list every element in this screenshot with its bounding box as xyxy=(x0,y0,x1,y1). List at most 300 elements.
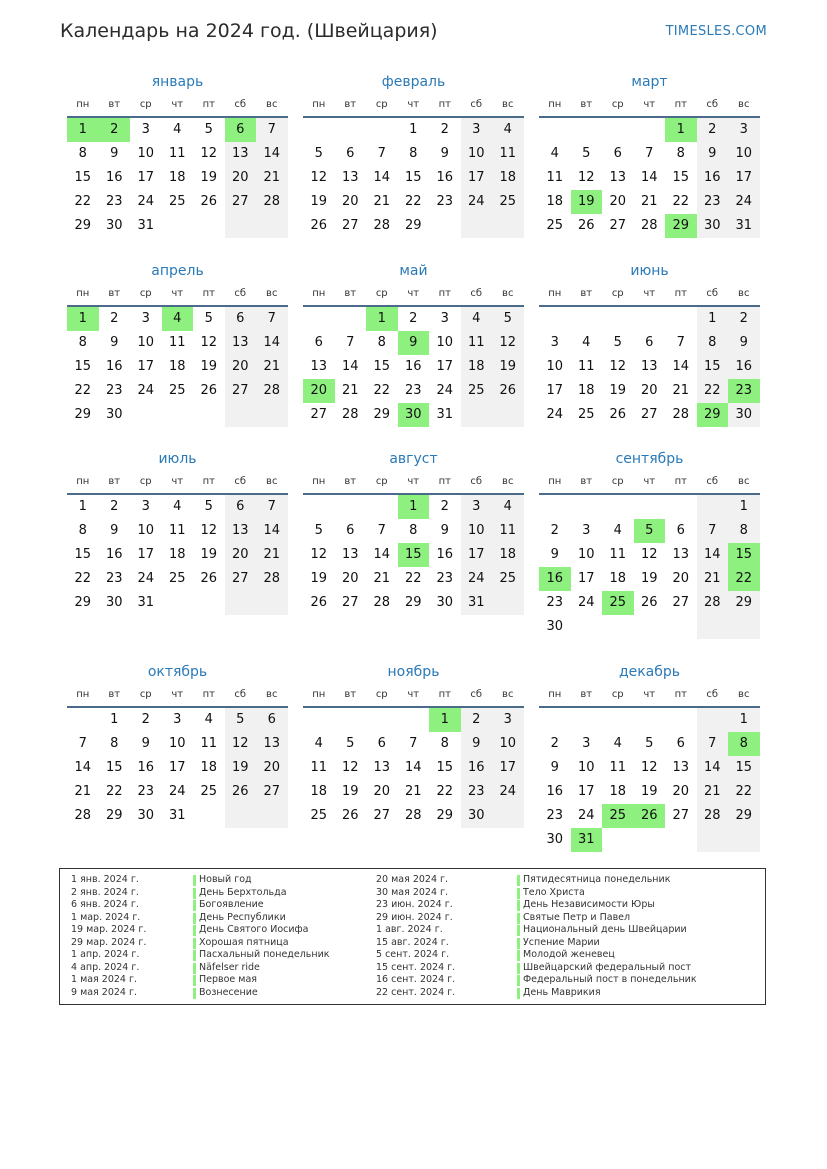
day-cell: 7 xyxy=(697,519,729,543)
day-cell: 2 xyxy=(110,311,119,326)
weekday-label: ср xyxy=(611,288,624,299)
day-cell: 23 xyxy=(546,808,564,823)
day-cell: 25 xyxy=(200,784,218,799)
day-cell: 30 xyxy=(546,619,564,634)
day-cell: 24 xyxy=(492,780,524,804)
empty-day-cell xyxy=(697,708,729,732)
day-cell: 15 xyxy=(404,170,422,185)
day-cell: 20 xyxy=(672,784,690,799)
holiday-date: 15 авг. 2024 г. xyxy=(376,936,449,948)
day-cell: 22 xyxy=(74,571,92,586)
day-cell: 22 xyxy=(373,383,391,398)
holiday-name: День Берхтольда xyxy=(193,887,287,900)
day-cell: 23 xyxy=(105,194,123,209)
day-cell: 6 xyxy=(613,146,622,161)
weekday-label: вс xyxy=(738,476,750,487)
empty-day-cell xyxy=(728,828,760,852)
weekday-label: пт xyxy=(202,689,215,700)
month-1 xyxy=(303,72,524,238)
holiday-day-cell: 29 xyxy=(697,403,729,427)
empty-day-cell xyxy=(398,708,430,732)
day-cell: 6 xyxy=(346,146,355,161)
empty-day-cell xyxy=(634,307,666,331)
day-cell: 19 xyxy=(492,355,524,379)
day-cell: 9 xyxy=(728,331,760,355)
empty-day-cell xyxy=(539,307,571,331)
weekday-header xyxy=(67,94,288,118)
day-cell: 12 xyxy=(640,547,658,562)
weekday-label: пн xyxy=(76,476,90,487)
empty-day-cell xyxy=(602,307,634,331)
holiday-day-cell: 30 xyxy=(398,403,430,427)
day-cell: 26 xyxy=(225,780,257,804)
holiday-day-cell: 1 xyxy=(429,708,461,732)
weekday-label: пт xyxy=(438,99,451,110)
weekday-label: ср xyxy=(375,476,388,487)
weekday-header xyxy=(539,283,760,307)
day-cell: 14 xyxy=(373,170,391,185)
weekday-label: чт xyxy=(171,689,184,700)
day-cell: 29 xyxy=(728,804,760,828)
day-cell: 22 xyxy=(105,784,123,799)
empty-day-cell xyxy=(193,214,225,238)
empty-day-cell xyxy=(571,495,603,519)
day-cell: 4 xyxy=(204,712,213,727)
day-cell: 23 xyxy=(697,190,729,214)
day-cell: 10 xyxy=(137,523,155,538)
day-cell: 30 xyxy=(546,832,564,847)
day-cell: 18 xyxy=(168,547,186,562)
empty-day-cell xyxy=(335,118,367,142)
day-cell: 28 xyxy=(341,407,359,422)
weekday-header xyxy=(303,684,524,708)
day-cell: 2 xyxy=(697,118,729,142)
holiday-day-cell: 6 xyxy=(225,118,257,142)
day-cell: 4 xyxy=(461,307,493,331)
day-cell: 16 xyxy=(461,756,493,780)
holiday-day-cell: 25 xyxy=(602,804,634,828)
weekday-label: вт xyxy=(580,476,593,487)
month-name: август xyxy=(389,451,438,467)
empty-day-cell xyxy=(256,214,288,238)
day-cell: 21 xyxy=(341,383,359,398)
day-cell: 11 xyxy=(609,547,627,562)
empty-day-cell xyxy=(225,804,257,828)
day-cell: 20 xyxy=(341,194,359,209)
month-5 xyxy=(539,261,760,427)
day-cell: 14 xyxy=(373,547,391,562)
day-cell: 20 xyxy=(225,355,257,379)
day-cell: 18 xyxy=(577,383,595,398)
day-cell: 14 xyxy=(697,543,729,567)
day-cell: 3 xyxy=(582,523,591,538)
holiday-date: 1 янв. 2024 г. xyxy=(71,874,139,885)
day-cell: 6 xyxy=(346,523,355,538)
empty-day-cell xyxy=(162,214,194,238)
day-cell: 13 xyxy=(640,359,658,374)
holiday-day-cell: 1 xyxy=(665,118,697,142)
day-cell: 27 xyxy=(609,218,627,233)
weekday-label: ср xyxy=(375,689,388,700)
month-name: июль xyxy=(158,451,197,467)
weekday-label: чт xyxy=(407,99,420,110)
empty-day-cell xyxy=(665,615,697,639)
day-cell: 25 xyxy=(168,383,186,398)
day-cell: 26 xyxy=(609,407,627,422)
day-cell: 23 xyxy=(436,194,454,209)
day-cell: 18 xyxy=(461,355,493,379)
empty-day-cell xyxy=(366,495,398,519)
weekday-label: сб xyxy=(470,476,483,487)
day-cell: 31 xyxy=(168,808,186,823)
day-grid xyxy=(67,708,288,828)
day-cell: 30 xyxy=(728,403,760,427)
day-cell: 21 xyxy=(256,166,288,190)
day-cell: 24 xyxy=(728,190,760,214)
day-cell: 11 xyxy=(492,519,524,543)
site-link[interactable]: TIMESLES.COM xyxy=(665,24,767,39)
weekday-label: вс xyxy=(266,288,278,299)
holiday-name: Пятидесятница понедельник xyxy=(517,874,670,887)
day-cell: 18 xyxy=(168,359,186,374)
page-title: Календарь на 2024 год. (Швейцария) xyxy=(60,20,438,42)
weekday-label: пн xyxy=(548,689,562,700)
month-name: февраль xyxy=(381,74,446,90)
day-cell: 21 xyxy=(373,571,391,586)
day-cell: 21 xyxy=(672,383,690,398)
weekday-label: вс xyxy=(502,99,514,110)
day-cell: 7 xyxy=(377,523,386,538)
holiday-date: 30 мая 2024 г. xyxy=(376,886,449,898)
day-cell: 26 xyxy=(577,218,595,233)
day-cell: 15 xyxy=(74,547,92,562)
empty-day-cell xyxy=(665,828,697,852)
day-cell: 4 xyxy=(613,736,622,751)
weekday-label: сб xyxy=(234,476,247,487)
day-cell: 27 xyxy=(310,407,328,422)
day-cell: 11 xyxy=(168,335,186,350)
day-cell: 3 xyxy=(461,118,493,142)
day-cell: 8 xyxy=(377,335,386,350)
day-cell: 23 xyxy=(404,383,422,398)
day-cell: 16 xyxy=(105,359,123,374)
day-cell: 16 xyxy=(404,359,422,374)
day-cell: 14 xyxy=(341,359,359,374)
day-cell: 5 xyxy=(645,736,654,751)
day-cell: 28 xyxy=(373,595,391,610)
day-cell: 8 xyxy=(78,146,87,161)
day-cell: 30 xyxy=(105,218,123,233)
day-cell: 13 xyxy=(225,331,257,355)
holiday-day-cell: 9 xyxy=(398,331,430,355)
day-cell: 10 xyxy=(461,142,493,166)
day-cell: 5 xyxy=(204,499,213,514)
day-cell: 23 xyxy=(436,571,454,586)
holiday-date: 1 апр. 2024 г. xyxy=(71,949,140,960)
empty-day-cell xyxy=(256,591,288,615)
day-cell: 4 xyxy=(173,122,182,137)
day-cell: 7 xyxy=(409,736,418,751)
month-name: июнь xyxy=(630,263,669,279)
empty-day-cell xyxy=(492,591,524,615)
day-cell: 19 xyxy=(640,571,658,586)
day-cell: 2 xyxy=(728,307,760,331)
day-cell: 9 xyxy=(550,547,559,562)
weekday-label: вс xyxy=(738,689,750,700)
weekday-label: вс xyxy=(502,288,514,299)
day-cell: 9 xyxy=(110,146,119,161)
weekday-label: чт xyxy=(407,689,420,700)
month-8 xyxy=(539,449,760,639)
weekday-label: ср xyxy=(139,288,152,299)
day-cell: 14 xyxy=(74,760,92,775)
day-cell: 29 xyxy=(436,808,454,823)
day-cell: 28 xyxy=(256,190,288,214)
day-cell: 1 xyxy=(110,712,119,727)
day-cell: 29 xyxy=(404,595,422,610)
day-cell: 28 xyxy=(640,218,658,233)
day-cell: 8 xyxy=(728,519,760,543)
weekday-label: пт xyxy=(674,288,687,299)
day-cell: 27 xyxy=(225,567,257,591)
day-cell: 6 xyxy=(676,523,685,538)
empty-day-cell xyxy=(366,708,398,732)
day-cell: 3 xyxy=(141,499,150,514)
day-cell: 9 xyxy=(141,736,150,751)
day-cell: 24 xyxy=(137,194,155,209)
day-cell: 12 xyxy=(200,335,218,350)
day-cell: 18 xyxy=(168,170,186,185)
day-cell: 16 xyxy=(105,170,123,185)
day-cell: 14 xyxy=(672,359,690,374)
empty-day-cell xyxy=(130,403,162,427)
day-cell: 3 xyxy=(173,712,182,727)
empty-day-cell xyxy=(492,804,524,828)
day-grid xyxy=(67,495,288,615)
holiday-day-cell: 20 xyxy=(303,379,335,403)
day-cell: 4 xyxy=(582,335,591,350)
day-cell: 3 xyxy=(461,495,493,519)
day-cell: 21 xyxy=(640,194,658,209)
day-cell: 25 xyxy=(168,571,186,586)
weekday-label: чт xyxy=(407,476,420,487)
day-cell: 10 xyxy=(577,760,595,775)
holiday-date: 1 мар. 2024 г. xyxy=(71,911,141,923)
day-cell: 12 xyxy=(640,760,658,775)
day-cell: 19 xyxy=(310,571,328,586)
day-cell: 20 xyxy=(256,756,288,780)
month-2 xyxy=(539,72,760,238)
weekday-label: пт xyxy=(202,476,215,487)
day-cell: 2 xyxy=(409,311,418,326)
weekday-label: вс xyxy=(502,476,514,487)
day-cell: 25 xyxy=(492,567,524,591)
day-grid xyxy=(303,708,524,828)
empty-day-cell xyxy=(665,708,697,732)
day-cell: 6 xyxy=(645,335,654,350)
holiday-day-cell: 29 xyxy=(665,214,697,238)
empty-day-cell xyxy=(602,615,634,639)
day-grid xyxy=(539,118,760,238)
day-cell: 30 xyxy=(697,214,729,238)
month-name: ноябрь xyxy=(387,664,440,680)
day-cell: 3 xyxy=(141,311,150,326)
day-cell: 12 xyxy=(341,760,359,775)
weekday-label: вт xyxy=(344,689,357,700)
day-cell: 4 xyxy=(550,146,559,161)
day-cell: 28 xyxy=(697,591,729,615)
day-cell: 15 xyxy=(74,170,92,185)
weekday-label: ср xyxy=(139,99,152,110)
day-cell: 5 xyxy=(314,146,323,161)
day-cell: 8 xyxy=(440,736,449,751)
day-cell: 8 xyxy=(78,523,87,538)
day-cell: 23 xyxy=(137,784,155,799)
day-cell: 8 xyxy=(676,146,685,161)
day-cell: 7 xyxy=(645,146,654,161)
day-cell: 17 xyxy=(728,166,760,190)
day-cell: 8 xyxy=(78,335,87,350)
weekday-header xyxy=(303,283,524,307)
empty-day-cell xyxy=(162,403,194,427)
weekday-label: вт xyxy=(344,288,357,299)
day-cell: 4 xyxy=(613,523,622,538)
day-cell: 10 xyxy=(492,732,524,756)
day-cell: 18 xyxy=(609,784,627,799)
day-cell: 28 xyxy=(404,808,422,823)
day-cell: 21 xyxy=(697,780,729,804)
day-cell: 4 xyxy=(492,495,524,519)
month-6 xyxy=(67,449,288,615)
day-cell: 31 xyxy=(728,214,760,238)
weekday-label: вс xyxy=(266,99,278,110)
day-cell: 2 xyxy=(461,708,493,732)
empty-day-cell xyxy=(571,307,603,331)
empty-day-cell xyxy=(162,591,194,615)
weekday-label: пт xyxy=(674,99,687,110)
day-cell: 25 xyxy=(492,190,524,214)
day-cell: 10 xyxy=(728,142,760,166)
day-cell: 11 xyxy=(461,331,493,355)
weekday-label: вс xyxy=(738,99,750,110)
day-cell: 7 xyxy=(676,335,685,350)
day-cell: 19 xyxy=(200,547,218,562)
day-cell: 24 xyxy=(461,190,493,214)
day-cell: 7 xyxy=(377,146,386,161)
weekday-label: вт xyxy=(108,288,121,299)
weekday-header xyxy=(67,684,288,708)
holiday-date: 15 сент. 2024 г. xyxy=(376,961,456,973)
day-cell: 28 xyxy=(256,379,288,403)
day-cell: 5 xyxy=(582,146,591,161)
day-cell: 25 xyxy=(168,194,186,209)
day-cell: 18 xyxy=(310,784,328,799)
day-cell: 9 xyxy=(697,142,729,166)
day-cell: 27 xyxy=(341,218,359,233)
month-4 xyxy=(303,261,524,427)
holiday-day-cell: 5 xyxy=(634,519,666,543)
day-cell: 5 xyxy=(346,736,355,751)
holiday-day-cell: 16 xyxy=(539,567,571,591)
day-cell: 30 xyxy=(461,804,493,828)
day-cell: 17 xyxy=(436,359,454,374)
weekday-label: ср xyxy=(375,288,388,299)
day-cell: 10 xyxy=(436,335,454,350)
day-cell: 29 xyxy=(728,591,760,615)
day-cell: 14 xyxy=(697,756,729,780)
empty-day-cell xyxy=(256,403,288,427)
month-10 xyxy=(303,662,524,828)
day-cell: 7 xyxy=(256,307,288,331)
weekday-label: вт xyxy=(580,288,593,299)
day-cell: 16 xyxy=(137,760,155,775)
day-cell: 13 xyxy=(225,519,257,543)
weekday-label: сб xyxy=(234,288,247,299)
holiday-date: 22 сент. 2024 г. xyxy=(376,986,456,998)
holiday-name: День Республики xyxy=(193,912,286,925)
day-cell: 21 xyxy=(74,784,92,799)
day-cell: 23 xyxy=(105,383,123,398)
holiday-name: День Святого Иосифа xyxy=(193,924,308,937)
day-cell: 13 xyxy=(256,732,288,756)
day-cell: 31 xyxy=(461,591,493,615)
day-cell: 14 xyxy=(640,170,658,185)
empty-day-cell xyxy=(634,615,666,639)
empty-day-cell xyxy=(225,591,257,615)
day-grid xyxy=(539,708,760,852)
weekday-header xyxy=(539,471,760,495)
empty-day-cell xyxy=(67,708,99,732)
day-cell: 1 xyxy=(697,307,729,331)
holiday-name: Успение Марии xyxy=(517,937,600,950)
weekday-label: ср xyxy=(611,689,624,700)
holiday-name: Näfelser ride xyxy=(193,962,260,975)
weekday-label: пн xyxy=(312,99,326,110)
day-cell: 29 xyxy=(373,407,391,422)
day-cell: 27 xyxy=(225,190,257,214)
day-cell: 15 xyxy=(373,359,391,374)
empty-day-cell xyxy=(303,495,335,519)
day-cell: 26 xyxy=(310,218,328,233)
weekday-header xyxy=(539,684,760,708)
day-cell: 12 xyxy=(609,359,627,374)
day-cell: 31 xyxy=(137,595,155,610)
weekday-label: вт xyxy=(580,99,593,110)
day-cell: 9 xyxy=(461,732,493,756)
weekday-label: пн xyxy=(76,99,90,110)
day-cell: 24 xyxy=(436,383,454,398)
day-cell: 25 xyxy=(310,808,328,823)
weekday-label: сб xyxy=(706,99,719,110)
holiday-day-cell: 15 xyxy=(728,543,760,567)
day-cell: 23 xyxy=(461,780,493,804)
holiday-date: 19 мар. 2024 г. xyxy=(71,924,147,935)
day-cell: 4 xyxy=(173,499,182,514)
weekday-label: пт xyxy=(438,689,451,700)
empty-day-cell xyxy=(697,828,729,852)
day-cell: 3 xyxy=(582,736,591,751)
day-cell: 7 xyxy=(346,335,355,350)
day-cell: 7 xyxy=(78,736,87,751)
holiday-name: Хорошая пятница xyxy=(193,937,289,950)
day-cell: 11 xyxy=(577,359,595,374)
weekday-header xyxy=(303,471,524,495)
day-cell: 20 xyxy=(225,543,257,567)
weekday-label: пт xyxy=(674,689,687,700)
day-cell: 31 xyxy=(436,407,454,422)
holiday-name: Святые Петр и Павел xyxy=(517,912,630,925)
empty-day-cell xyxy=(571,708,603,732)
